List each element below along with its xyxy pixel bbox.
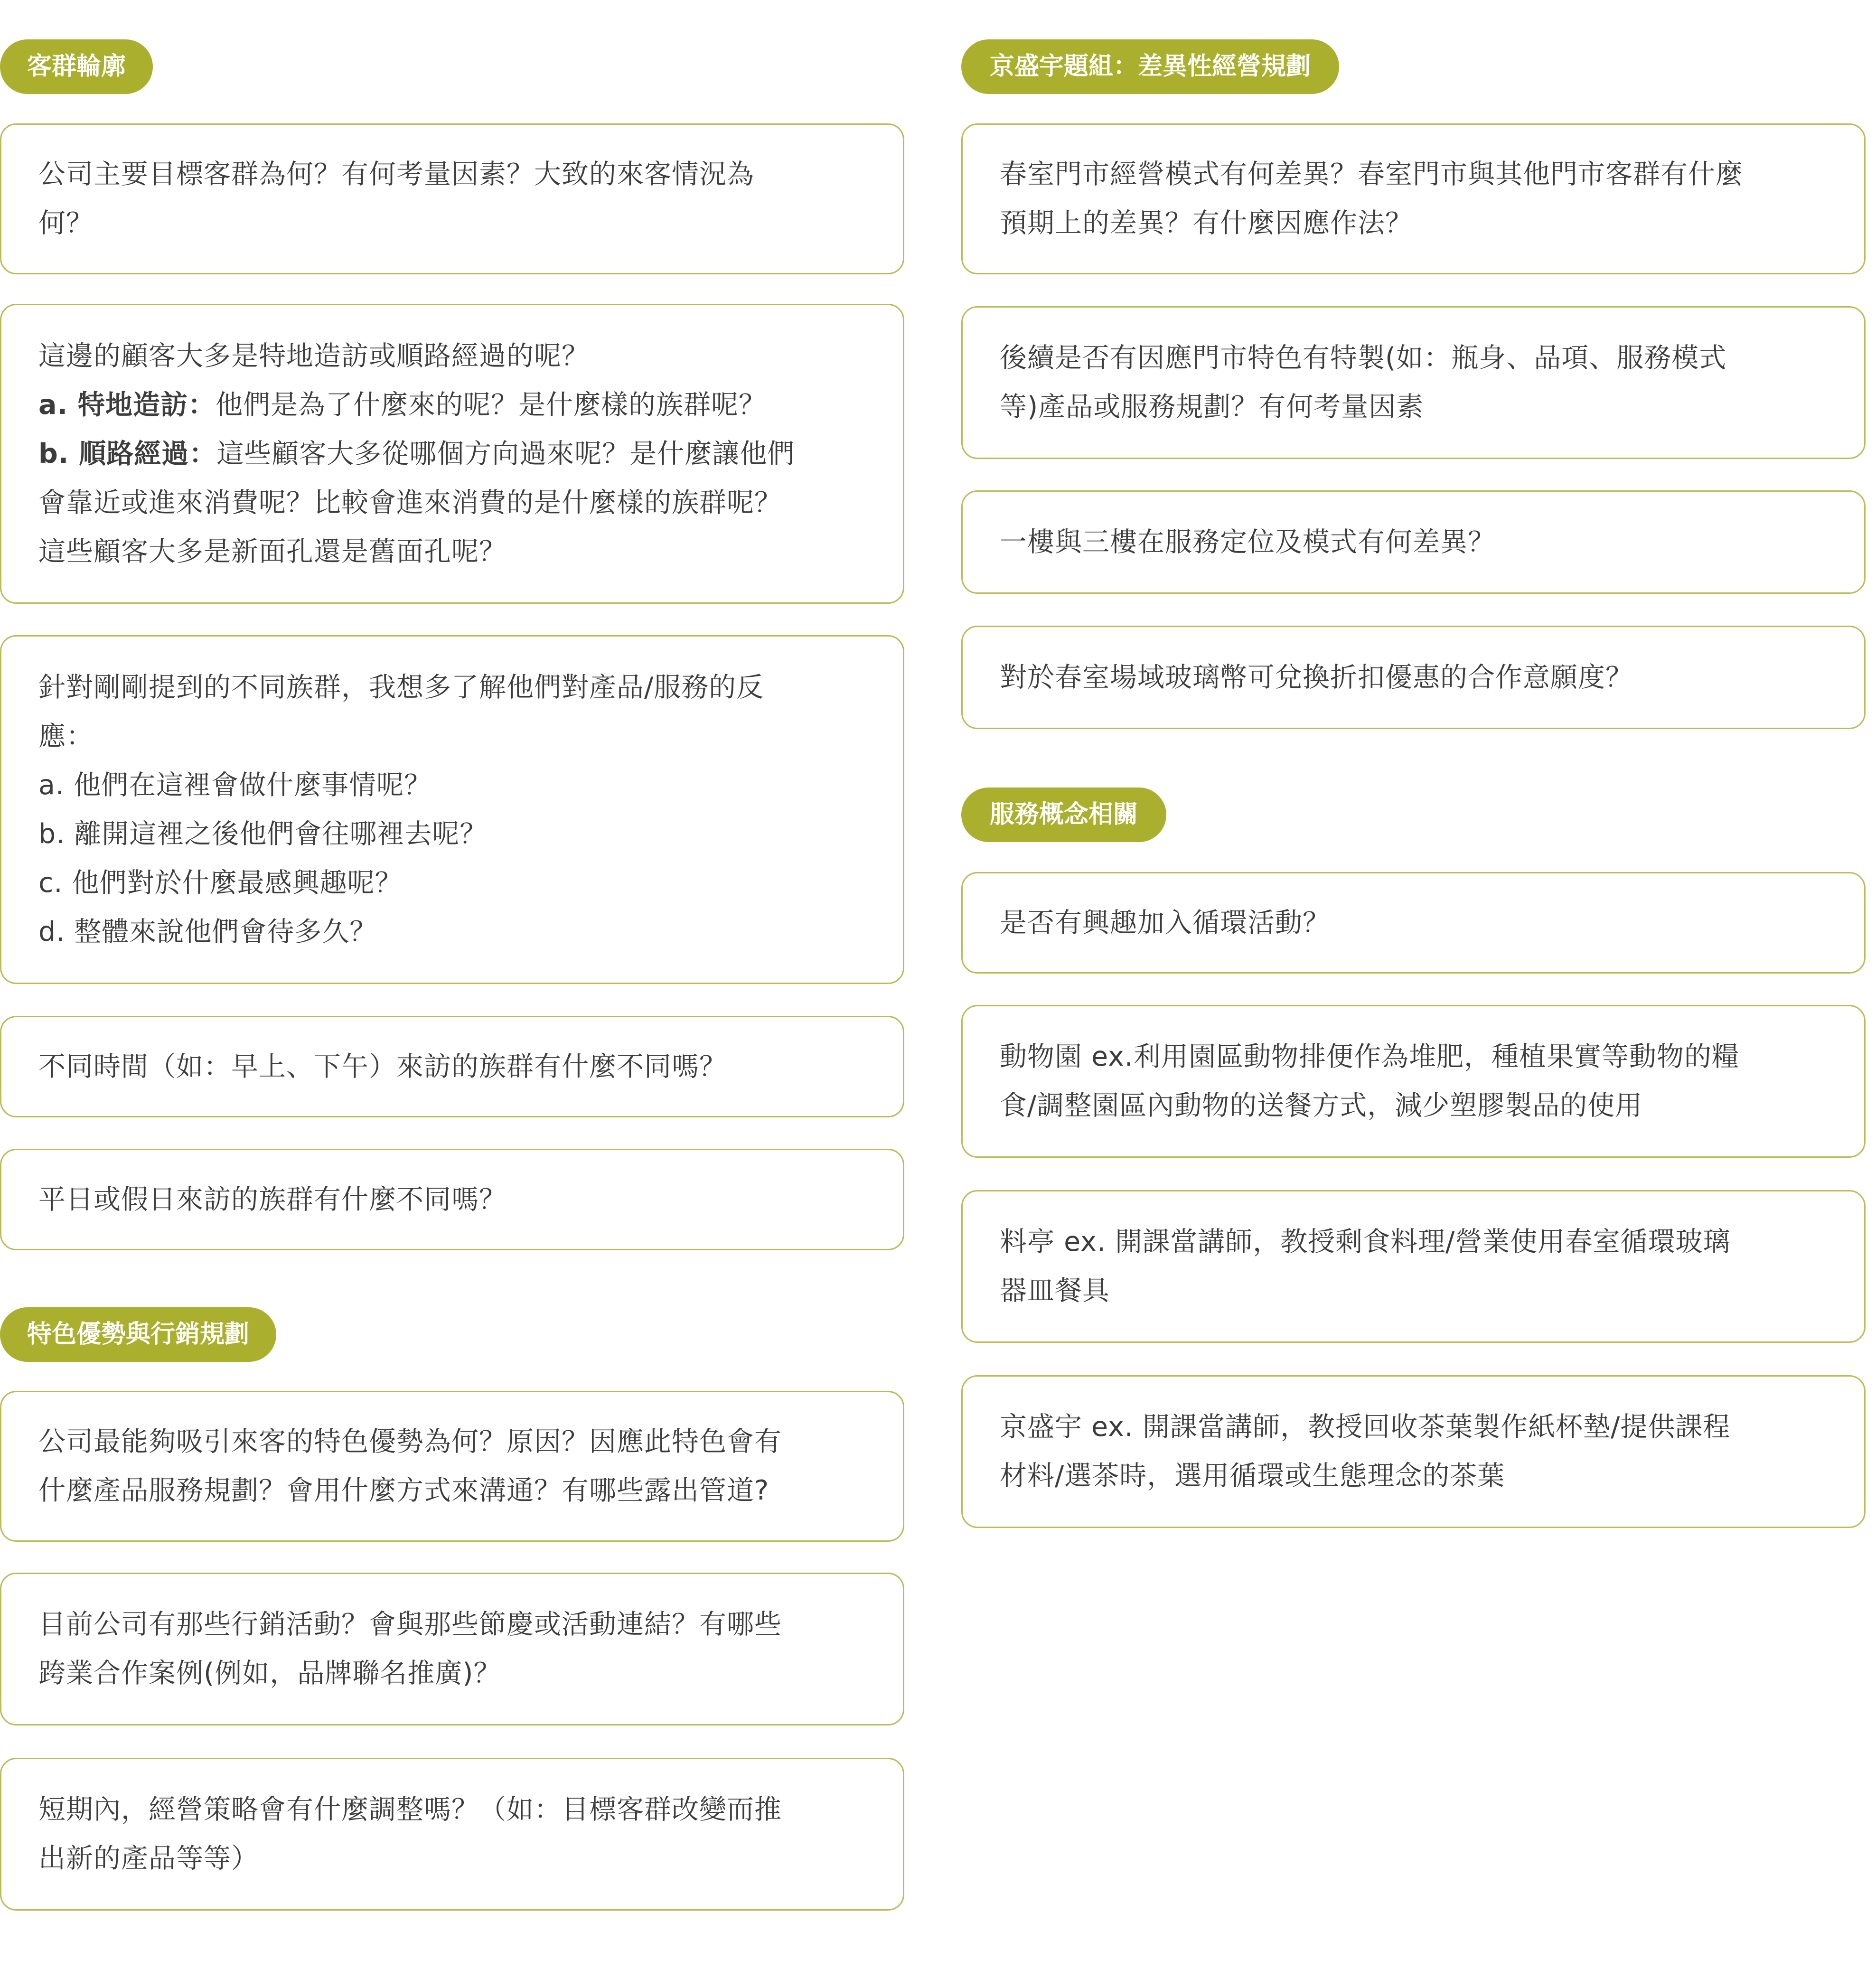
card-text-line: 等)產品或服務規劃？有何考量因素	[1000, 391, 1424, 422]
question-card	[0, 1758, 904, 1911]
section-tag-features-marketing	[0, 1307, 276, 1362]
card-text-line: a. 他們在這裡會做什麼事情呢？	[38, 769, 432, 801]
question-card	[0, 123, 904, 274]
card-text-line: 何？	[38, 207, 94, 239]
question-card	[961, 306, 1866, 459]
card-text-line: 這邊的顧客大多是特地造訪或順路經過的呢？	[38, 340, 589, 372]
section-tag-label: 特色優勢與行銷規劃	[27, 1320, 250, 1349]
section-tag-differentiation	[961, 39, 1339, 94]
card-text-line: 公司最能夠吸引來客的特色優勢為何？原因？因應此特色會有	[38, 1426, 782, 1457]
question-card	[961, 123, 1866, 274]
question-card	[961, 872, 1866, 974]
question-card	[0, 1391, 904, 1542]
card-text-line: 什麼產品服務規劃？會用什麼方式來溝通？有哪些露出管道?	[38, 1475, 769, 1506]
item-b-text: 這些顧客大多從哪個方向過來呢？是什麼讓他們	[216, 438, 795, 469]
card-item-a	[38, 381, 866, 430]
card-text-line: c. 他們對於什麼最感興趣呢？	[38, 867, 403, 899]
card-text-line: 這些顧客大多是新面孔還是舊面孔呢？	[38, 535, 507, 567]
card-text-line: b. 離開這裡之後他們會往哪裡去呢？	[38, 818, 488, 850]
card-text-line: 會靠近或進來消費呢？比較會進來消費的是什麼樣的族群呢？	[38, 487, 782, 518]
card-text-line: 目前公司有那些行銷活動？會與那些節慶或活動連結？有哪些	[38, 1609, 782, 1640]
card-text-line: 後續是否有因應門市特色有特製(如：瓶身、品項、服務模式	[1000, 342, 1727, 374]
question-card	[961, 490, 1866, 594]
card-text-line: 器皿餐具	[1000, 1275, 1110, 1306]
card-text-line: 動物園 ex.利用園區動物排便作為堆肥，種植果實等動物的糧	[1000, 1041, 1740, 1072]
card-text-line: 食/調整園區內動物的送餐方式，減少塑膠製品的使用	[1000, 1090, 1643, 1121]
card-text-line: 京盛宇 ex. 開課當講師，教授回收茶葉製作紙杯墊/提供課程	[1000, 1411, 1731, 1443]
question-card	[0, 635, 904, 984]
section-tag-service-concept	[961, 788, 1166, 842]
card-text-line: 跨業合作案例(例如，品牌聯名推廣)？	[38, 1658, 501, 1689]
card-text-line: 針對剛剛提到的不同族群，我想多了解他們對產品/服務的反	[38, 671, 764, 703]
section-tag-label: 服務概念相關	[990, 800, 1138, 829]
card-text-line: 材料/選茶時，選用循環或生態理念的茶葉	[1000, 1460, 1505, 1491]
section-tag-label: 京盛宇題組：差異性經營規劃	[990, 52, 1311, 81]
question-card	[961, 1190, 1866, 1343]
card-text-line: 應：	[38, 720, 94, 752]
card-text-line: 是否有興趣加入循環活動？	[1000, 907, 1330, 938]
question-card	[961, 626, 1866, 729]
card-text-line: 短期內，經營策略會有什麼調整嗎？（如：目標客群改變而推	[38, 1794, 782, 1825]
card-text-line: d. 整體來說他們會待多久？	[38, 916, 377, 947]
card-text-line: 對於春室場域玻璃幣可兌換折扣優惠的合作意願度？	[1000, 661, 1633, 693]
question-card	[0, 304, 904, 604]
question-card	[961, 1375, 1866, 1528]
item-a-label: a. 特地造訪：	[38, 389, 216, 421]
card-text-line: 預期上的差異？有什麼因應作法？	[1000, 207, 1413, 239]
section-tag-customer-profile	[0, 39, 153, 94]
card-item-b	[38, 430, 866, 478]
card-text-line: 出新的產品等等）	[38, 1843, 259, 1874]
card-text-line: 不同時間（如：早上、下午）來訪的族群有什麼不同嗎？	[38, 1050, 727, 1082]
question-card	[961, 1005, 1866, 1158]
item-a-text: 他們是為了什麼來的呢？是什麼樣的族群呢？	[215, 389, 766, 421]
section-tag-label: 客群輪廓	[27, 52, 126, 81]
card-text-line: 平日或假日來訪的族群有什麼不同嗎？	[38, 1183, 507, 1215]
question-card	[0, 1573, 904, 1725]
card-text-line: 春室門市經營模式有何差異？春室門市與其他門市客群有什麼	[1000, 159, 1743, 190]
question-card	[0, 1149, 904, 1250]
item-b-label: b. 順路經過：	[38, 438, 217, 469]
card-text-line: 公司主要目標客群為何？有何考量因素？大致的來客情況為	[38, 159, 754, 190]
card-text-line: 一樓與三樓在服務定位及模式有何差異？	[1000, 526, 1495, 558]
card-text-line: 料亭 ex. 開課當講師，教授剩食料理/營業使用春室循環玻璃	[1000, 1226, 1731, 1257]
question-card	[0, 1016, 904, 1117]
